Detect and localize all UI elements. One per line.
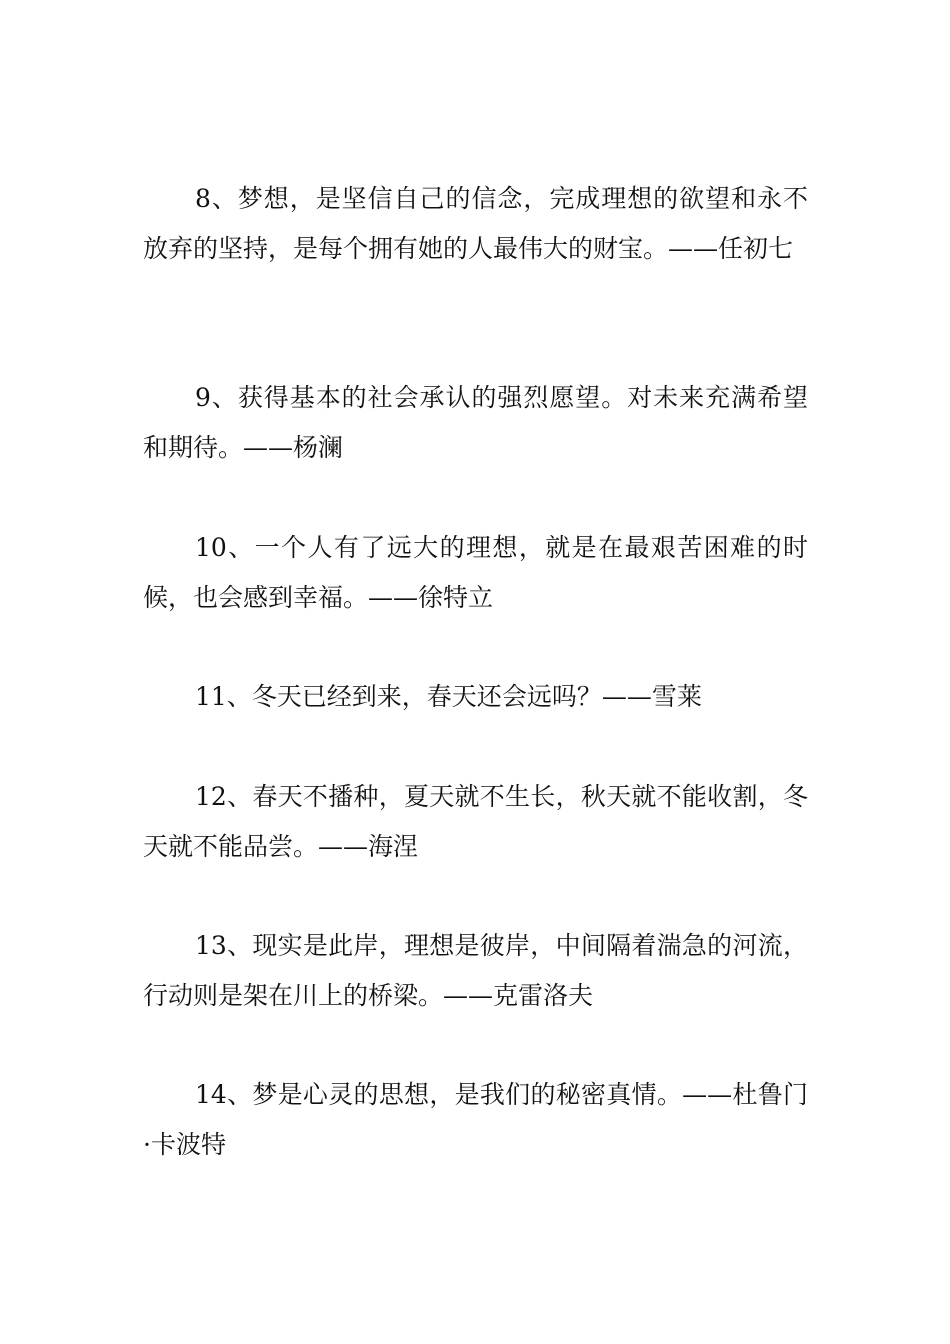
- quote-paragraph-10: 10、一个人有了远大的理想，就是在最艰苦困难的时候，也会感到幸福。——徐特立: [143, 533, 808, 612]
- quote-paragraph-9: 9、获得基本的社会承认的强烈愿望。对未来充满希望和期待。——杨澜: [143, 383, 808, 462]
- quote-paragraph-13: 13、现实是此岸，理想是彼岸，中间隔着湍急的河流，行动则是架在川上的桥梁。——克雷洛夫: [143, 931, 808, 1010]
- quote-paragraph-11: 11、冬天已经到来，春天还会远吗？——雪莱: [195, 682, 702, 711]
- quote-paragraph-8: 8、梦想，是坚信自己的信念，完成理想的欲望和永不放弃的坚持，是每个拥有她的人最伟大的财宝。——任初七: [143, 184, 808, 263]
- quote-paragraph-12: 12、春天不播种，夏天就不生长，秋天就不能收割，冬天就不能品尝。——海涅: [143, 782, 808, 861]
- quote-paragraph-14: 14、梦是心灵的思想，是我们的秘密真情。——杜鲁门·卡波特: [143, 1080, 808, 1159]
